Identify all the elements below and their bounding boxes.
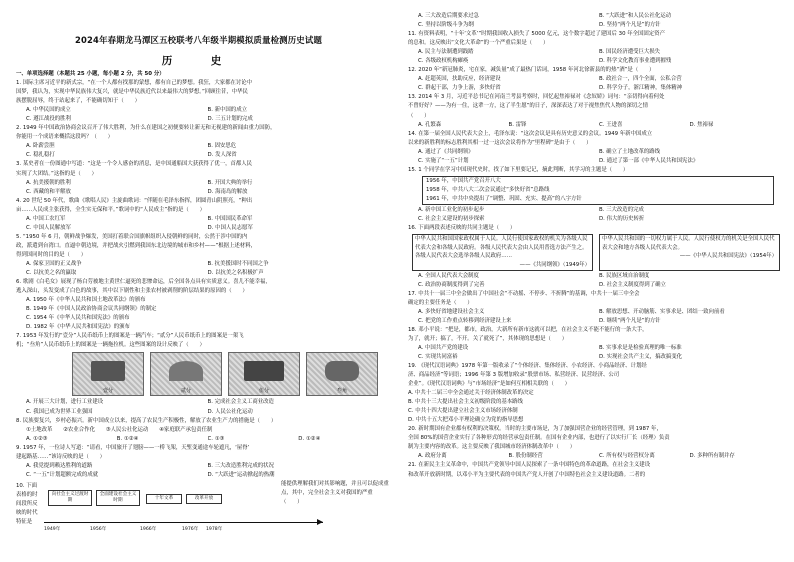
left-column [16,70,389,534]
option-text: D. 以抗美之名积极扩声 [207,270,264,277]
option-text: C. ①③ [207,435,225,442]
option-text: C. 实现共同富裕 [418,353,458,360]
question-block-10-15 [408,12,780,175]
timeline-period-box: 十年文革 [146,494,182,504]
option-row [408,157,780,166]
option-row [408,12,780,21]
question-text: 7. 1953 年发行的“壹分”人民币纸币上的图案是一辆汽车；“贰分”人民币纸币上的图案是一架飞 [16,333,244,340]
question-text: 12. 2020 年“新冠肺炎，宅在家，减负量”成了最热门话词，1958 年河北徐新县的的热“酒”是（ ） [408,67,655,74]
banknote-vignette-icon [169,361,203,381]
option-text: A. 新中国工业化的初步起步 [418,206,485,213]
option-text: A. 全国人民代表大会制度 [418,272,479,279]
option-text: A. 卧薪尝胆 [26,143,55,150]
question-text: 亩……人民成主张获得，全生实无保和平。”歌词中的“人民成主”指的是（ ） [16,206,205,213]
question-text: 2. 1949 年中国政治协商会议召开了伟大胜利，为什么在建国之初便要转让新无和无视建的新闻由重力国防， [16,125,276,132]
question-text: 机；“叁角”人民币纸币上的图案是一辆拖拉机。这些图案的设计反映了（ ） [16,342,205,349]
option-row [408,452,780,461]
quote-source: ——《中华人民共和国宪法》（1954年） [679,253,777,260]
banknote-image [228,352,300,396]
option-row [16,471,389,480]
question-text: 6. 歌剧《白毛女》展现了杨白劳被地主黄世仁逼死的悲惨命运，后全国各点具有实质意义。喜儿不能幸福， [16,279,271,286]
question-text: 18. 邓小平说：“把是，都市，政治，大新所有新市这就可以把，在社会主义不能不能行的一条大手， [408,326,648,333]
option-row [408,344,780,353]
timeline-year: 1956年 [90,526,107,532]
option-text: A. 抗美援朝的胜利 [26,179,71,186]
option-text: D. 中国人民志愿军 [207,224,253,231]
option-text: D. 发人深省 [207,152,237,159]
banknote-image [72,352,144,396]
option-text: B. 三大改造胜利完成的状况 [207,462,274,469]
note-line: 1958 年，中共八大二次会议通过“多快好省”总路线 [426,186,550,193]
option-row [408,353,780,362]
option-text: C. 各级政权机构瘫痪 [418,58,469,65]
timeline-period-box: 全面建设社会主义时期 [96,490,140,506]
option-text: C. 把党的工作重点转移到经济建设上来 [418,317,512,324]
option-row [408,48,780,57]
option-row [408,272,780,281]
option-text: B. 完成社会主义工商业改造 [207,399,274,406]
option-text: C. 政治协商制度得到了完善 [418,281,485,288]
exam-title: 2024年春期龙马潭区五校联考八年级半期模拟质量检测历史试题 [74,35,323,45]
option-text: B. 新中国的成立 [207,107,247,114]
option-text: D. 焦裕禄 [689,121,714,128]
option-text: D. ①②④ [298,435,321,442]
option-text: A. 赶超英国，扶助反应，经济建设 [418,76,501,83]
option-row [408,206,780,215]
option-row [408,215,780,224]
option-row [16,179,389,188]
timeline-period-box: 改革开放 [186,494,222,504]
question-text: 国梦，我认为，实现中华民族伟大复兴，就是中华民族近代以来最伟大的梦想。”回顾往昔，中华民 [16,89,248,96]
option-row [16,224,389,233]
banknote-images [72,352,389,396]
quote-text: 中华人民共和国的一切权力属于人民。人民行使权力的机关是全国人民代表大会和地方各级人民代表大会。 [602,236,775,251]
question-text: 你能用一个成语来概括这段吗？（ ） [16,134,114,141]
option-text: A. 我党提到赖达胜利的道路 [26,462,93,469]
option-text: D. 1982 年《中华人民共和国宪法》的颁布 [26,324,130,331]
question-text: 11. 有资料表明，“十年‘文革’”时期我国收入损失了 5000 亿元，这个数字超过了建国后 30 年全国固定资产 [408,31,665,38]
question-text: 3. 某史者在一份图通中写道：“这是一个令人感奋的消息，是中国通船国大获获得了优一，首都人民 [16,161,253,168]
option-row [16,142,389,151]
option-text: A. 通过了《共同纲领》 [418,148,474,155]
note-line: 1956 年，中国共产党召开八大 [426,177,501,184]
question-text: 得到国同时的目的是（ ） [16,251,87,258]
question-text: 确定的主要任务是（ ） [408,299,473,306]
timeline-year: 1949年 [44,526,61,532]
option-row [16,151,389,160]
option-text: A. 多快好省地建设社会主义 [418,308,485,315]
question-text: 20. 新时期国有企业都有权利的决策权。当时的主要市场是，为了加强国营企业的经营管理，到 1987 年， [408,426,662,433]
banknote-vignette-icon [325,361,359,381]
option-row [16,188,389,197]
question-text: 5. “1950 年 6 月，朝鲜战争爆发，美国打着联合国旗帜组织入侵朝鲜的同时，公然于涉中国的内 [16,233,248,240]
option-text: A. 开展三大计划，进行工业建设 [26,399,104,406]
subject-heading: 历 史 [161,55,236,67]
option-row [16,408,389,417]
option-row [408,317,780,326]
option-text: B. 解放思想、开动脑筋、实事求是、团结一致向前看 [599,308,725,315]
question-block-1-7 [16,70,389,350]
question-text: D. 中共十五大把邓小平理论确立为党的指导思想 [408,417,524,424]
option-text: C. 稳扎稳打 [26,152,55,159]
question-text: 实现了大团结。”这指的是（ ） [16,170,97,177]
question-text: 全国 80%的国营企业实行了各种形式的经营承包责任制。在国有企业内部，也进行了以实行厂长（经理）负责 [408,435,670,442]
timeline-year: 1976年 [182,526,199,532]
option-text: D. 坚持“两个凡是”的方针 [599,22,661,29]
option-row [408,57,780,66]
question-text: 13. 2014 年 3 月，习近平总书记在河南兰考县考察时，回忆起焦裕禄对《念奴娇》词句：“亲切得向着何处 [408,94,665,101]
question-text: A. 中共十二届三中全会通过关于经济体制改革的决定 [408,390,534,397]
option-text: D. 多种所有制并存 [689,453,735,460]
option-text: A. 三大改造后期要求过急 [418,13,479,19]
option-text: A. 孔繁森 [418,121,442,128]
option-row [408,84,780,93]
option-text: ①土地改革 ②农业合作化 ③人民公社化运动 ④家庭联产承包责任制 [26,426,213,433]
option-text: D. 科学分子，浙江精神，集体精神 [599,85,683,92]
question-block-7-9 [16,398,389,479]
timeline-year: 1966年 [140,526,157,532]
question-text: C. 中共十四大提出建立社会主义市场经济体制 [408,408,518,415]
option-text: C. “一五”计划超额完成的成就 [26,471,99,478]
quote-boxes [412,234,780,270]
question-text: 17. 中共十一届三中全会做出了中国社会“不动摇、不停步、不折腾”的基调，中共十一届三中全会 [408,290,640,297]
option-text: B. 三大改造的完成 [599,206,644,213]
option-text: C. 社会主义建设的初步探索 [418,216,485,223]
timeline-axis [44,522,323,523]
option-text: A. 中国共产党的建设 [418,344,469,351]
right-column [408,12,780,480]
option-text: B. 民族区域自治制度 [599,272,650,279]
question-text: 逃入深山，头发变成了白色的故事，其中以下剧性和主张农村被剥削的阶层结果的原因的（ ） [16,288,248,295]
option-text: B. 实事求是是检验真理的唯一标准 [599,344,682,351]
option-text: C. 西藏的和平解放 [26,188,71,195]
option-text: C. 以抗美之名的赢取 [26,270,77,277]
option-text: A. 中华民国的成立 [26,107,71,114]
option-row [16,462,389,471]
option-text: B. 政社合一，四个全面，公私合营 [599,76,682,83]
quote-common-program [412,234,593,270]
option-text: B. 股份制经营 [508,453,543,460]
option-row [16,260,389,269]
option-text: A. 保家卫国的正义战争 [26,260,82,267]
banknote-image [150,352,222,396]
option-row [408,21,780,30]
option-text: C. 坚持以阶级斗争为纲 [418,22,474,29]
option-text: C. 我国已成为世界工业强国 [26,408,93,415]
banknote-vignette-icon [244,361,284,381]
question-text: 15. 1 个同学在学习中国现代史时，找了如下里要记记，摘此判断，其学习的主题是（ ） [408,166,629,173]
option-text: B. 1949 年《中国人民政治协商会议共同纲领》的制定 [26,306,157,313]
option-row [408,121,780,130]
option-row [408,308,780,317]
question-text: B. 中共十三大提出社会主义初级阶段的基本路线 [408,399,523,406]
question-text: 4. 20 世纪 50 年代，歌曲《歌唱人民》主旋曲歌词：“伴随在毛泽东指挥，团圆青山阴照亮，“种出 [16,197,253,204]
option-row [408,148,780,157]
option-text: C. 遵江战役的胜利 [26,116,71,123]
timeline-right-text: 能提供理解我们对其影响题，并且可以促成重点，其中，完全社会主义对我国的严重（ ） [281,480,389,505]
option-text: B. 国民经济遭受巨大损失 [599,49,661,56]
question-text: （ ） [408,112,430,119]
section-heading: 一、单项选择题（本题共 25 小题，每小题 2 分，共 50 分） [16,71,165,77]
option-text: A. 政府分离 [418,453,447,460]
question-text: 政，派遣到台湾口。直逼中朝边境，并把战火引燃到我国东北边境的城市和乡村——”根据上述材料， [16,242,256,249]
option-row [16,435,389,444]
option-text: B. 雷锋 [508,121,527,128]
quote-constitution [599,234,780,270]
option-row [16,215,389,224]
question-text: 的总和。这反映出“文化大革命”的一个严重后果是（ ） [408,40,549,47]
banknote-label: 壹分 [102,388,113,395]
option-text: D. 通过了第一部《中华人民共和国宪法》 [599,157,699,164]
option-row [408,75,780,84]
option-row [16,106,389,115]
banknote-vignette-icon [91,361,125,381]
timeline-figure [16,480,389,534]
question-text: 企业”。《现代汉语词典》与“市场经济”是如何互相相关联的（ ） [408,381,571,388]
option-text: D. “大跃进”运动掀起的热潮 [207,471,275,478]
timeline-arrow-icon [317,519,323,525]
option-text: D. 继续“两个凡是”的方针 [599,317,661,324]
notes-box [422,176,774,205]
option-text: C. 王进喜 [599,121,623,128]
option-row [408,281,780,290]
option-text: B. “大跃进”和人民公社化运动 [599,13,672,19]
option-text: D. 伟大的历史转折 [599,216,645,223]
banknote-label: 伍分 [258,388,269,395]
option-text: A. 1950 年《中华人民共和国土地改革法》的颁布 [26,297,146,304]
timeline-period-box: 向社会主义过渡时期 [48,490,92,506]
quote-source: ——《共同纲领》（1949年） [519,261,590,268]
banknote-image [306,352,378,396]
timeline-question: 10. 下面表格的时间段所反映的时代特征是 [16,482,38,525]
option-text: B. 开国大典的举行 [207,179,253,186]
option-text: C. 1954 年《中华人民共和国宪法》的颁布 [26,315,130,322]
question-text: 不曾好好？——为有一住，这辈一方，这了半生愿”的日子，深深表达了对于视焦焦代人物的深切之情 [408,103,648,110]
option-text: B. 中国国民革命军 [207,215,253,222]
option-row [16,269,389,278]
question-text: 族摆脱屈辱，终于站起来了，不能确切知于（ ） [16,98,140,105]
option-text: C. 实施了“一五”计划 [418,157,469,164]
question-text: 14. 在第一届全国人民代表大会上，毛泽东说：“这次会议是具有历史意义的会议。1949 年新中国成立 [408,130,653,137]
question-text: 制为主要内容的改革。这主要反映了我国城市经济体制改革中（ ） [408,444,576,451]
question-text: 建起路基……”该诗反映的是（ ） [16,453,106,460]
option-text: A. 中国工农红军 [26,215,66,222]
option-text: C. 群起干部，力争上游，多快好省 [418,85,501,92]
question-block-16-21 [408,272,780,480]
question-text: 1. 国际主席习近平的新式宗，“在一个人都有找那的蒙想，都有自己的梦想。我狂，大家都在讨论中 [16,80,253,87]
question-text: 8. 民族要复兴，乡村必振兴。新中国成立以来，提高了农民生产积极性，解放了农业生产力的措施是（ ） [16,417,277,424]
option-text: B. 确立了土地改革的路线 [599,148,661,155]
option-text: B. 抗美援国时不同国之争 [207,260,269,267]
option-text: B. ①②④ [116,435,139,442]
option-text: D. 社会主义制度得到了确立 [599,281,666,288]
question-block-15-16 [408,206,780,233]
option-text: B. 固安思危 [207,143,237,150]
option-text: C. 中国人民解放军 [26,224,71,231]
option-text: D. 海南岛的解放 [207,188,248,195]
option-text: A. 民主与法制遭到践踏 [418,49,474,56]
timeline-year: 1978年 [206,526,223,532]
question-text: 和改革开放新时期，以邓小平为主要代表的中国共产党人开创了中国特色社会主义建设道路。二者的 [408,471,646,478]
option-text: D. 人民公社化运动 [207,408,253,415]
question-text: 9. 1957 年，一位诗人写道：“请看，中国旅开了翅膀——一桥飞架，天堑变通途车轮遮凡，‘屋脊’ [16,444,250,451]
question-text: 为了，就开；搞了，不开。关了就死了”，其体现的思想是（ ） [408,335,568,342]
question-text: 19. 《现代汉语词典》1978 年第一版收录了“个体经济、集体经济、小农经济、小商品经济、计划经 [408,362,647,369]
option-text: D. 三五计划的完成 [207,116,253,123]
question-text: 21. 在新民主主义革命中，中国共产党领导中国人民探索了一条中国特色的革命道路，在社会主义建设 [408,462,651,469]
quote-text: 中华人民共和国国家政权属于人民。人民行使国家政权的机关为各级人民代表大会和各级人民政府。各级人民代表大会由人民用普选方法产生之。各级人民代表大会选举各级人民政府…… [415,236,588,260]
question-text: 以来的新胜利的标志胜利其相一过一这次会议将作为”里程碑“是由于（ ） [408,139,592,146]
option-row [16,398,389,407]
question-text: 16. 下面两段表述反映的共同主题是（ ） [408,225,516,232]
option-text: C. 所有权与经营权分离 [599,453,655,460]
note-line: 1961 年，中共中央提出了“调整、巩固、充实、提高”的八字方针 [426,195,582,202]
banknote-label: 叁角 [336,388,347,395]
option-row [16,115,389,124]
option-text: A. ①②③ [26,435,48,442]
option-text: D. 科学文化教育事业遭到摧残 [599,58,672,65]
question-text: 济、商品经济”等词语；1996 年第 3 版增加收录“股票市场、私营经济、民营经济、公司 [408,372,620,379]
option-text: D. 实现社会共产主义，搞改搞变化 [599,353,683,360]
banknote-label: 贰分 [180,388,191,395]
